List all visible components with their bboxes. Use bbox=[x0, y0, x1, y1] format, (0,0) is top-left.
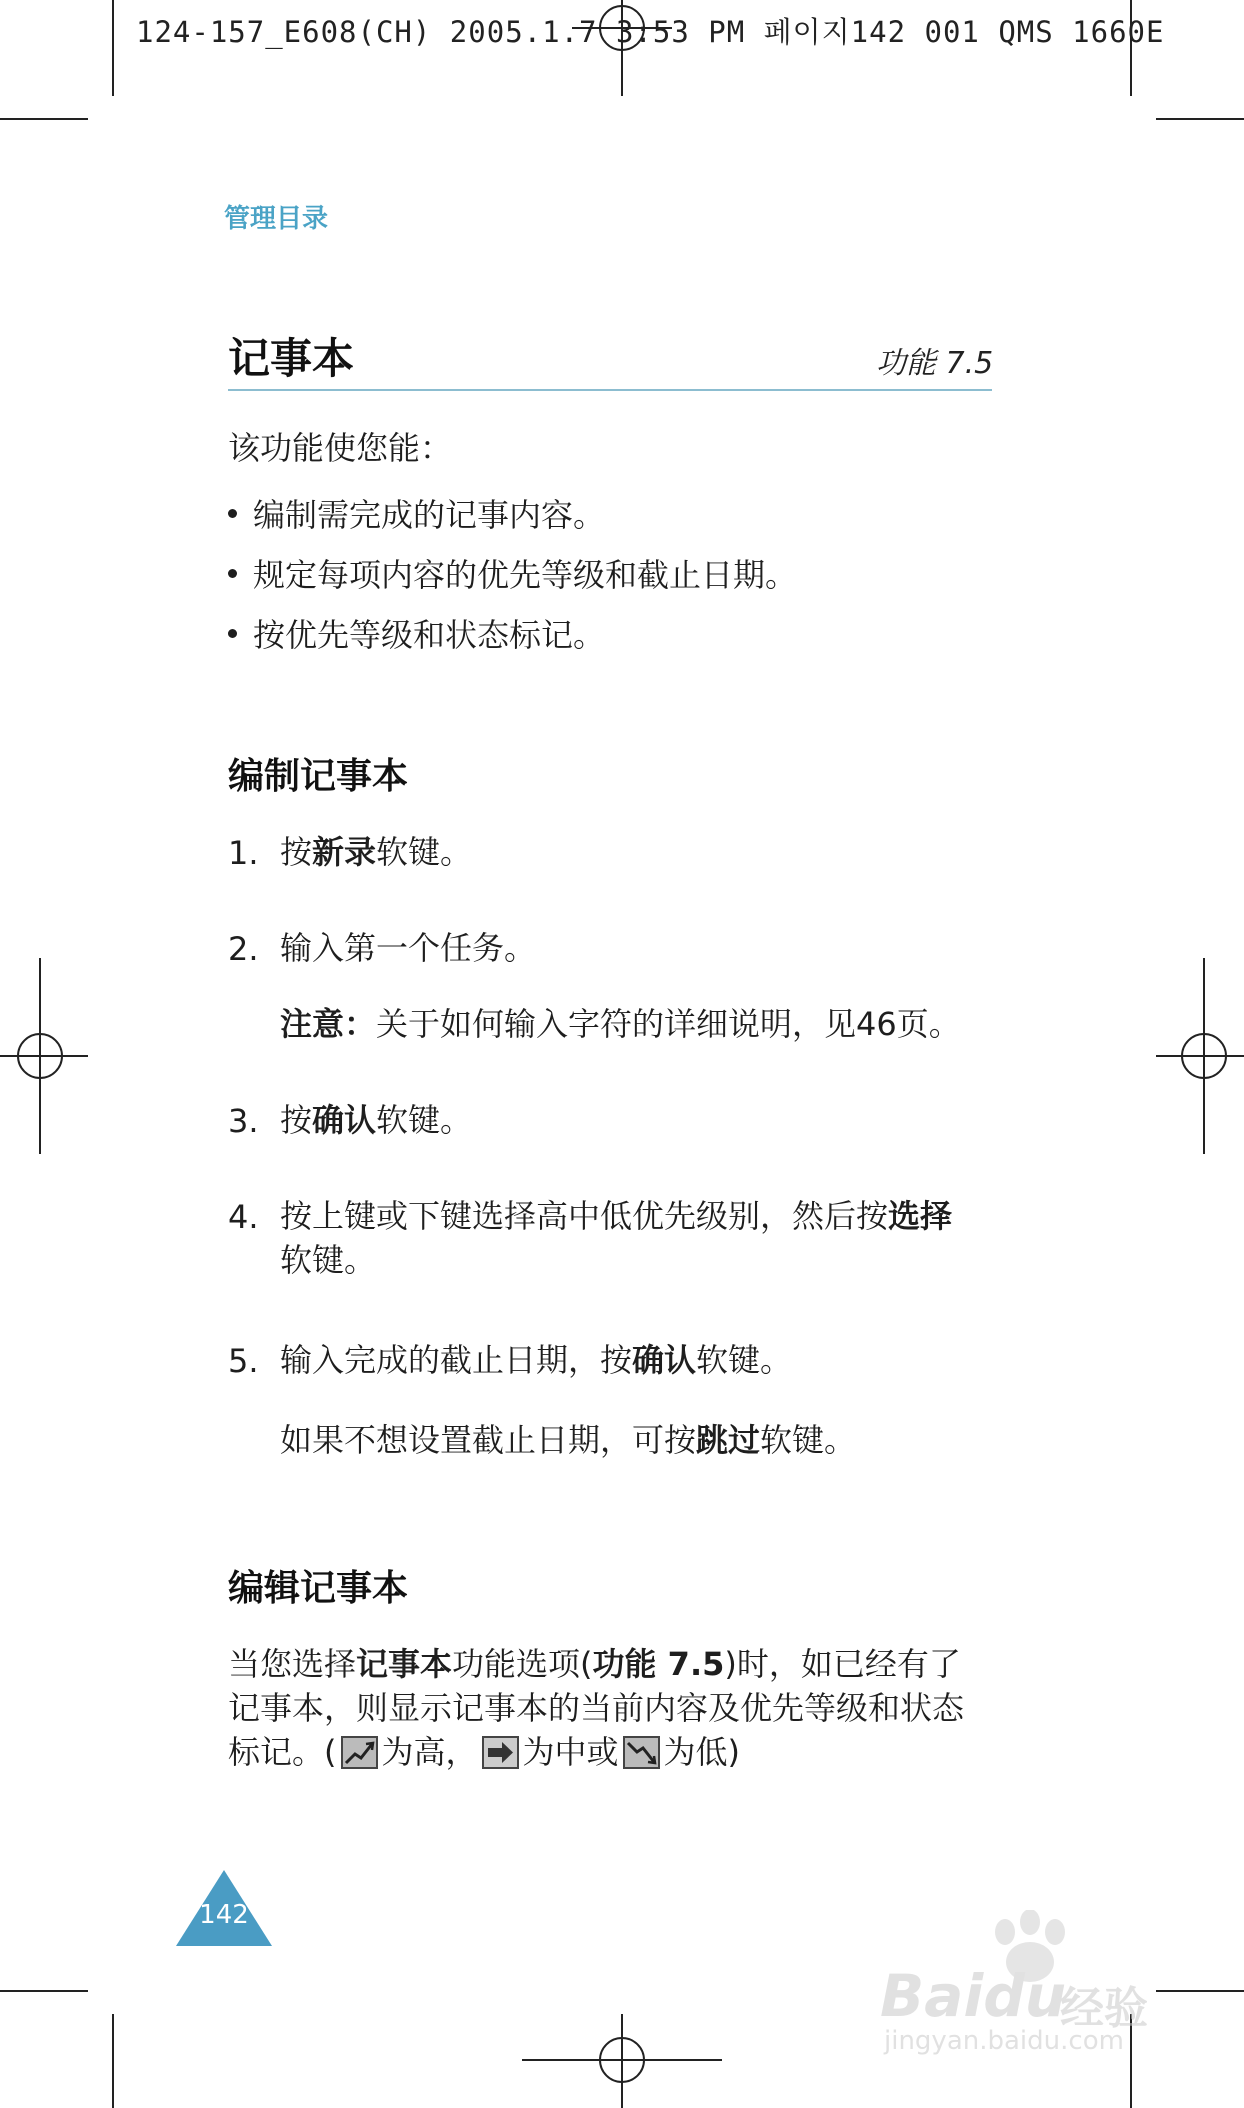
step-text: 按新录软键。 bbox=[280, 833, 473, 871]
function-reference: 功能 7.5 bbox=[876, 346, 994, 381]
bullet-item bbox=[228, 610, 605, 656]
bullet-icon bbox=[228, 629, 237, 638]
step-text: 输入完成的截止日期，按确认软键。 bbox=[280, 1341, 793, 1379]
trim-mark bbox=[0, 118, 88, 120]
watermark-brand-cn: 经验 bbox=[1060, 1983, 1148, 2034]
step-number: 3. bbox=[228, 1102, 259, 1140]
bullet-item bbox=[228, 550, 797, 596]
step-number: 2. bbox=[228, 930, 259, 968]
section-heading-edit: 编辑记事本 bbox=[228, 1568, 409, 1609]
step-number: 1. bbox=[228, 834, 259, 872]
trim-mark bbox=[1156, 118, 1244, 120]
note: 注意：关于如何输入字符的详细说明，见46页。 bbox=[280, 1005, 961, 1043]
step-text: 按确认软键。 bbox=[280, 1101, 473, 1139]
softkey-label: 新录 bbox=[312, 833, 377, 871]
bullet-text: 按优先等级和状态标记。 bbox=[253, 616, 606, 654]
bullet-item bbox=[228, 490, 605, 536]
edit-paragraph: 当您选择记事本功能选项(功能 7.5)时，如已经有了记事本，则显示记事本的当前内容及优先等级和状态标记。( 为高， 为中或 为低) bbox=[228, 1645, 965, 1771]
print-slug: 124-157_E608(CH) 2005.1.7 3:53 PM 페이지142 001 QMS 1660E bbox=[136, 15, 1165, 49]
bullet-icon bbox=[228, 509, 237, 518]
softkey-label: 确认 bbox=[632, 1341, 697, 1379]
trim-mark bbox=[112, 0, 114, 96]
registration-mark-icon bbox=[0, 958, 88, 1154]
softkey-label: 确认 bbox=[312, 1101, 377, 1139]
trim-mark bbox=[0, 1990, 88, 1992]
softkey-label: 选择 bbox=[888, 1197, 953, 1235]
trim-mark bbox=[112, 2014, 114, 2108]
intro-text: 该功能使您能： bbox=[228, 429, 453, 467]
page-title: 记事本 bbox=[228, 334, 355, 383]
step-number: 5. bbox=[228, 1342, 259, 1380]
watermark-brand: Baidu bbox=[880, 1962, 1067, 2030]
bullet-text: 编制需完成的记事内容。 bbox=[253, 496, 606, 534]
page-number: 142 bbox=[199, 1900, 249, 1930]
softkey-label: 跳过 bbox=[696, 1421, 761, 1459]
watermark-url: jingyan.baidu.com bbox=[884, 2026, 1124, 2056]
step-text: 输入第一个任务。 bbox=[280, 929, 537, 967]
note-label: 注意： bbox=[280, 1005, 377, 1043]
skip-hint: 如果不想设置截止日期，可按跳过软键。 bbox=[280, 1421, 857, 1459]
priority-low-icon bbox=[623, 1736, 660, 1769]
title-divider bbox=[228, 389, 992, 391]
section-heading-create: 编制记事本 bbox=[228, 756, 409, 797]
step-text: 按上键或下键选择高中低优先级别，然后按选择软键。 bbox=[280, 1197, 953, 1279]
priority-high-icon bbox=[341, 1736, 378, 1769]
bullet-icon bbox=[228, 569, 237, 578]
section-label: 管理目录 bbox=[224, 204, 329, 234]
registration-mark-icon bbox=[522, 2014, 722, 2108]
step-number: 4. bbox=[228, 1198, 259, 1236]
priority-medium-icon bbox=[482, 1736, 519, 1769]
registration-mark-icon bbox=[1156, 958, 1244, 1154]
baidu-watermark bbox=[880, 1910, 1180, 2060]
bullet-text: 规定每项内容的优先等级和截止日期。 bbox=[253, 556, 798, 594]
